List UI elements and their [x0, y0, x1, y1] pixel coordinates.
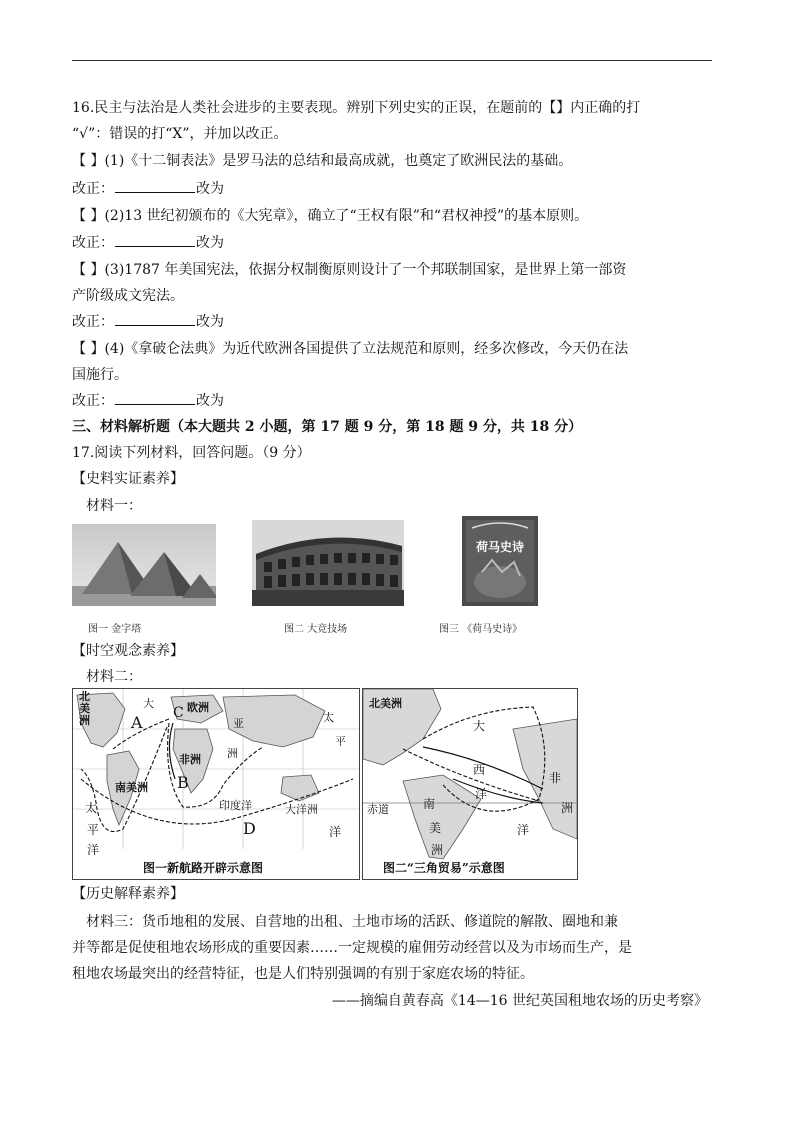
fix-blank[interactable] — [115, 312, 195, 326]
material-1-label: 材料一： — [86, 498, 142, 514]
map2-label-equator: 赤道 — [367, 803, 389, 816]
map1-label-da: 大 — [143, 697, 154, 710]
q16-item2 — [72, 206, 588, 226]
item-text: (2)13 世纪初颁布的《大宪章》，确立了“王权有限”和“君权神授”的基本原则。 — [104, 208, 589, 224]
map1-route-b: B — [177, 773, 189, 792]
q16-fix2: 改正： 改为 — [72, 235, 224, 251]
map1-label-tai-right: 太 — [323, 711, 334, 724]
colosseum-photo — [252, 520, 404, 606]
book-title: 荷马史诗 — [475, 540, 524, 554]
map2-label-nan: 南 — [423, 797, 436, 811]
map1-label-ya: 亚 — [233, 717, 244, 730]
map1-label-north-america: 北美洲 — [79, 690, 90, 727]
caption-homer: 图三 《荷马史诗》 — [439, 624, 523, 635]
new-sea-route-map — [72, 688, 360, 880]
fix-blank[interactable] — [115, 233, 195, 247]
map2-label-zhou-sa: 洲 — [431, 843, 444, 857]
map2-label-xi: 西 — [473, 763, 486, 777]
map1-label-yang-right: 洋 — [329, 825, 342, 839]
map1-route-a: A — [131, 713, 143, 732]
triangle-trade-map — [362, 688, 578, 880]
map1-label-zhou: 洲 — [227, 747, 238, 760]
map1-route-c: C — [173, 705, 184, 721]
map1-label-ping-left: 平 — [87, 823, 100, 837]
material-3-line2: 并等都是促使租地农场形成的重要因素……一定规模的雇佣劳动经营以及为市场而生产，是 — [72, 940, 632, 956]
material-2-label: 材料二： — [86, 669, 142, 685]
fix-blank[interactable] — [115, 179, 195, 193]
map1-label-europe: 欧洲 — [187, 701, 209, 714]
q16-fix3: 改正： 改为 — [72, 314, 224, 330]
map1-label-tai-left: 太 — [85, 801, 98, 815]
item-text: (1)《十二铜表法》是罗马法的总结和最高成就，也奠定了欧洲民法的基础。 — [104, 153, 573, 169]
q16-intro-line2: “√”：错误的打“X”，并加以改正。 — [72, 126, 288, 142]
q16-item4 — [72, 339, 628, 359]
map2-label-da: 大 — [473, 719, 486, 733]
q17-title: 17.阅读下列材料，回答问题。（9 分） — [72, 445, 311, 461]
fix-blank[interactable] — [115, 391, 195, 405]
q16-fix1: 改正： 改为 — [72, 181, 224, 197]
q16-fix4: 改正： 改为 — [72, 393, 224, 409]
q16-item3-cont: 产阶级成文宪法。 — [72, 288, 184, 304]
answer-bracket[interactable]: 【 】 — [72, 341, 105, 357]
tag-spacetime: 【时空观念素养】 — [72, 643, 184, 659]
section-3-heading: 三、材料解析题（本大题共 2 小题，第 17 题 9 分，第 18 题 9 分，共 18 分） — [72, 419, 583, 435]
map1-label-south-america: 南美洲 — [115, 781, 148, 794]
map2-label-fei: 非 — [549, 771, 562, 785]
map1-label-indian-ocean: 印度洋 — [219, 799, 252, 812]
map1-label-oceania: 大洋洲 — [285, 803, 318, 816]
top-rule — [72, 60, 712, 61]
material-3-source: ——摘编自黄春高《14—16 世纪英国租地农场的历史考察》 — [331, 993, 708, 1009]
tag-interpretation: 【历史解释素养】 — [72, 886, 184, 902]
map1-label-yang-left: 洋 — [87, 843, 100, 857]
caption-pyramid: 图一 金字塔 — [88, 624, 142, 635]
map2-caption: 图二“三角贸易”示意图 — [383, 861, 505, 875]
q16-intro-line1: 16.民主与法治是人类社会进步的主要表现。辨别下列史实的正误，在题前的【】内正确的打 — [72, 100, 641, 116]
map1-label-africa: 非洲 — [179, 753, 201, 766]
map2-label-zhou-africa: 洲 — [561, 801, 574, 815]
homer-book-photo — [462, 516, 538, 606]
map1-route-d: D — [243, 819, 256, 838]
map1-label-ping-right: 平 — [335, 735, 346, 748]
tag-evidence: 【史料实证素养】 — [72, 471, 184, 487]
item-text: (3)1787 年美国宪法，依据分权制衡原则设计了一个邦联制国家，是世界上第一部资 — [104, 262, 627, 278]
map1-caption: 图一新航路开辟示意图 — [143, 861, 264, 875]
q16-item3 — [72, 260, 626, 280]
answer-bracket[interactable]: 【 】 — [72, 208, 105, 224]
answer-bracket[interactable]: 【 】 — [72, 262, 105, 278]
map2-label-yang: 洋 — [475, 787, 488, 801]
item-text: (4)《拿破仑法典》为近代欧洲各国提供了立法规范和原则，经多次修改，今天仍在法 — [104, 341, 629, 357]
map2-label-yang-2: 洋 — [517, 823, 530, 837]
caption-colosseum: 图二 大竞技场 — [284, 624, 348, 635]
map2-label-mei: 美 — [429, 821, 442, 835]
answer-bracket[interactable]: 【 】 — [72, 153, 105, 169]
pyramid-photo — [72, 524, 216, 606]
material-3-line1: 材料三：货币地租的发展、自营地的出租、土地市场的活跃、修道院的解散、圈地和兼 — [86, 914, 618, 930]
q16-item1 — [72, 151, 572, 171]
q16-item4-cont: 国施行。 — [72, 367, 128, 383]
material-3-line3: 租地农场最突出的经营特征，也是人们特别强调的有别于家庭农场的特征。 — [72, 966, 534, 982]
map2-label-north-america: 北美洲 — [369, 697, 402, 710]
